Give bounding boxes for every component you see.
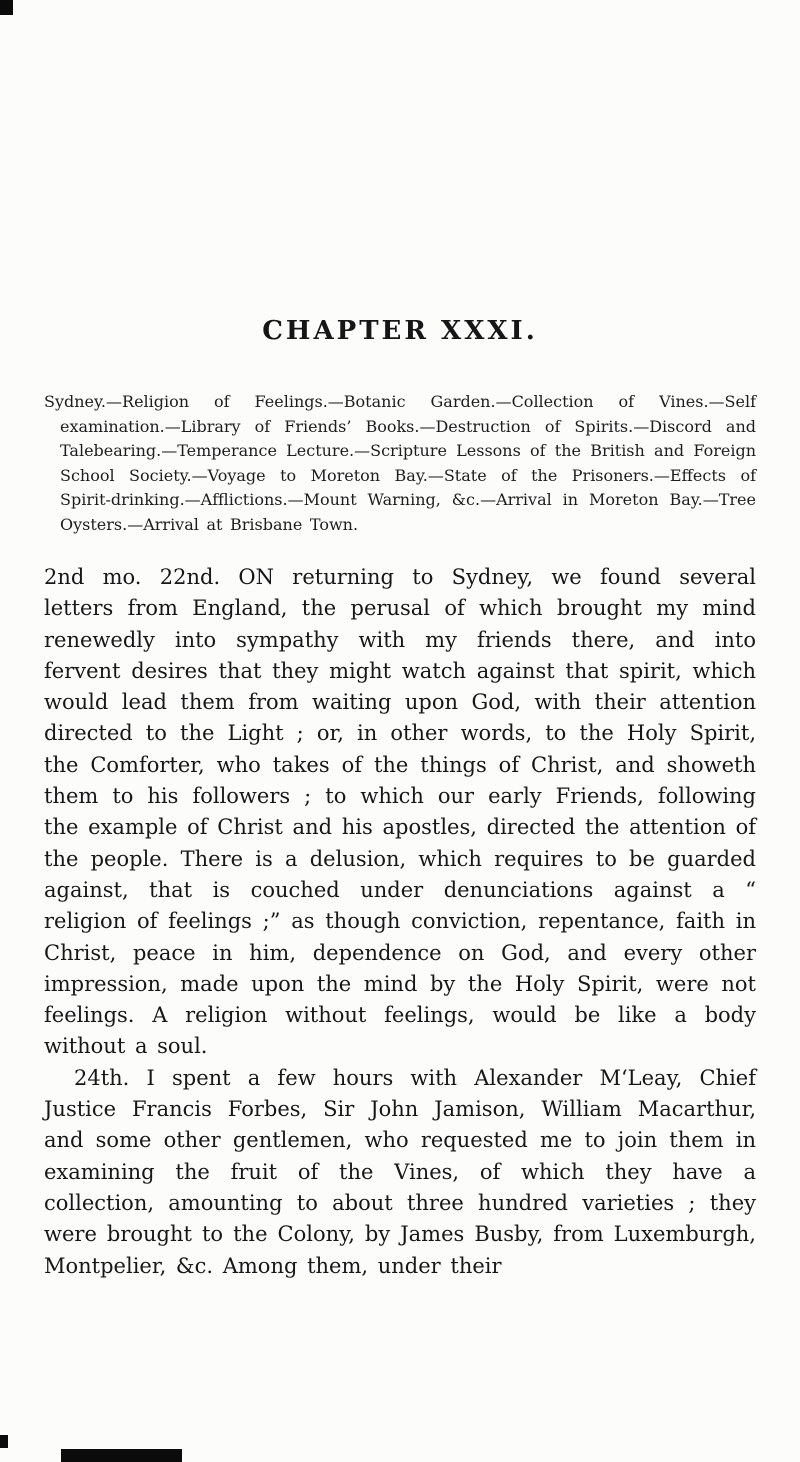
- scan-artifact-bottom-left: [0, 1435, 8, 1448]
- body-paragraph: 2nd mo. 22nd. ON returning to Sydney, we found several letters from England, the perusal of which brought my mind renewedly into sympathy with my friends there, and into fervent desires that they might watch against that spirit, which would lead them from waiting upon God, with their attention directed to the Light ; or, in other words, to the Holy Spirit, the Comforter, who takes of the things of Christ, and showeth them to his followers ; to which our early Friends, following the example of Christ and his apostles, directed the attention of the people. There is a delusion, which requires to be guarded against, that is couched under denunciations against a “ religion of feelings ;” as though conviction, repentance, faith in Christ, peace in him, dependence on God, and every other impression, made upon the mind by the Holy Spirit, were not feelings. A religion without feelings, would be like a body without a soul.: [44, 565, 756, 1059]
- body-paragraph: 24th. I spent a few hours with Alexander M‘Leay, Chief Justice Francis Forbes, Sir John Jamison, William Macarthur, and some other gentlemen, who requested me to join them in examining the fruit of the Vines, of which they have a collection, amounting to about three hundred varieties ; they were brought to the Colony, by James Busby, from Luxemburgh, Montpelier, &c. Among them, under their: [44, 1065, 756, 1278]
- chapter-body: [44, 562, 756, 1282]
- scan-artifact-bottom-bar: [61, 1449, 182, 1462]
- scan-artifact-top-left: [0, 0, 13, 15]
- chapter-summary: Sydney.—Religion of Feelings.—Botanic Garden.—Collection of Vines.—Self examination.—Library of Friends’ Books.—Destruction of Spirits.—Discord and Talebearing.—Temperance Lecture.—Scripture Lessons of the British and Foreign School Society.—Voyage to Moreton Bay.—State of the Prisoners.—Effects of Spirit-drinking.—Afflictions.—Mount Warning, &c.—Arrival in Moreton Bay.—Tree Oysters.—Arrival at Brisbane Town.: [44, 392, 756, 534]
- chapter-heading: CHAPTER XXXI.: [262, 316, 538, 347]
